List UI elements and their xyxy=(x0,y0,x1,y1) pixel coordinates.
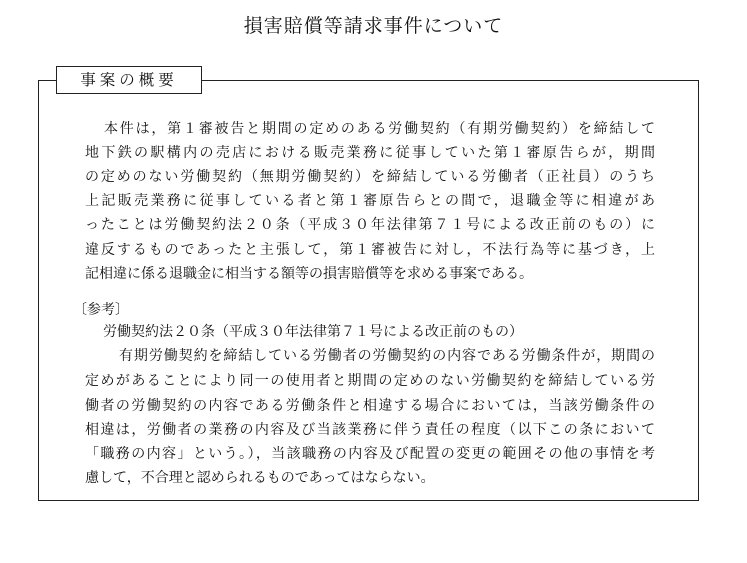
reference-line: 定めがあることにより同一の使用者と期間の定めのない労働契約を締結している労 xyxy=(85,373,655,389)
summary-line: ったことは労働契約法２０条（平成３０年法律第７１号による改正前のもの）に xyxy=(85,217,655,233)
case-summary-label: 事案の概要 xyxy=(56,66,202,94)
summary-line: 本件は，第１審被告と期間の定めのある労働契約（有期労働契約）を締結して xyxy=(104,121,655,137)
reference-line: 相違は，労働者の業務の内容及び当該業務に伴う責任の程度（以下この条において xyxy=(85,422,655,438)
summary-line: の定めのない労働契約（無期労働契約）を締結している労働者（正社員）のうち xyxy=(85,169,655,185)
reference-law-title: 労働契約法２０条（平成３０年法律第７１号による改正前のもの） xyxy=(103,324,523,340)
page-title: 損害賠償等請求事件について xyxy=(243,15,504,37)
reference-line: 働者の労働契約の内容である労働条件と相違する場合においては，当該労働条件の xyxy=(85,398,655,414)
summary-line: 違反するものであったと主張して，第１審被告に対し，不法行為等に基づき，上 xyxy=(85,242,655,258)
reference-line: 有期労働契約を締結している労働者の労働契約の内容である労働条件が，期間の xyxy=(119,348,655,364)
summary-line: 地下鉄の駅構内の売店における販売業務に従事していた第１審原告らが，期間 xyxy=(85,145,655,161)
summary-line: 上記販売業務に従事している者と第１審原告らとの間で，退職金等に相違があ xyxy=(85,193,655,209)
reference-line: 「職務の内容」という。），当該職務の内容及び配置の変更の範囲その他の事情を考 xyxy=(85,446,655,462)
summary-line: 記相違に係る退職金に相当する額等の損害賠償等を求める事案である。 xyxy=(85,266,533,282)
reference-line: 慮して，不合理と認められるものであってはならない。 xyxy=(85,470,435,486)
reference-heading: 〔参考〕 xyxy=(73,302,129,318)
